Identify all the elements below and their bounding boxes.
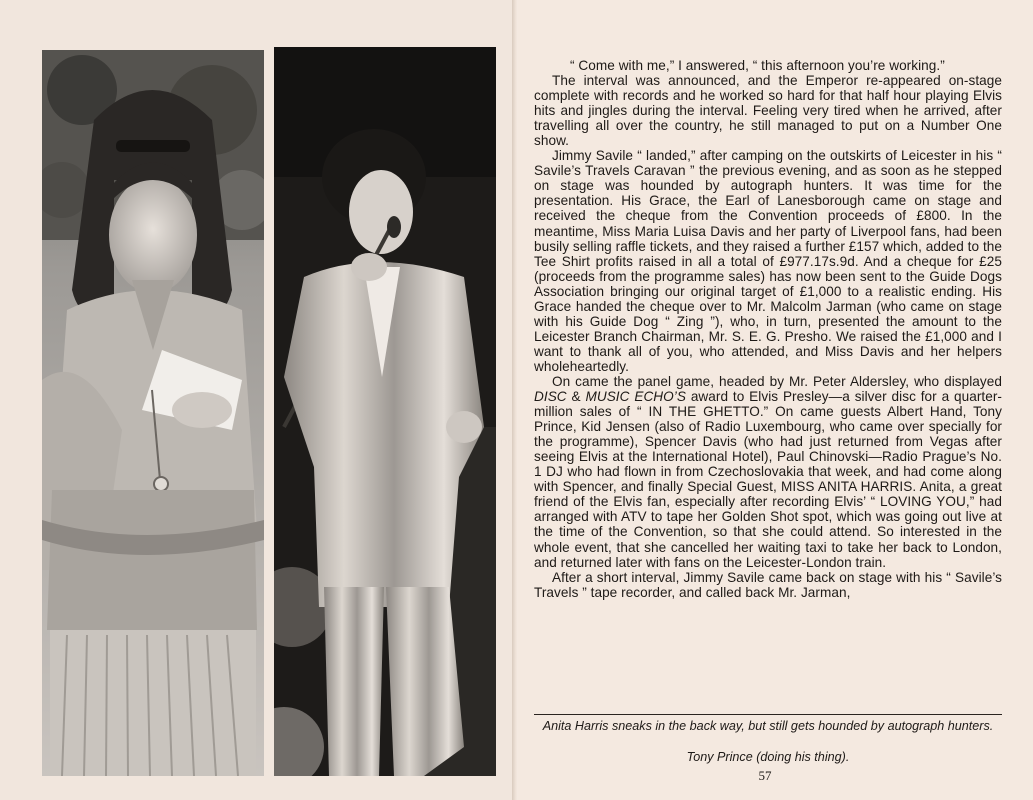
photo-anita-harris-image [42,50,264,776]
disc-title: DISC [534,389,567,405]
photo-tony-prince-image [274,47,496,776]
caption-rule [534,714,1002,715]
paragraph-4-part-2: award to Elvis Presley—a silver disc for a quarter-million sales of “ IN THE GHETTO.” On came guests Albert Hand, Tony Prince, Kid Jensen (also of Radio Luxembourg, who came over specially for the programme), Spencer Davis (who had just returned from Vegas after seeing Elvis at the International Hotel), Paul Chinovski—Radio Prague’s No. 1 DJ who had flown in from Czechoslovakia that week, and had come along with Spencer, and finally Special Guest, MISS ANITA HARRIS. Anita, a great friend of the Elvis fan, especially after recording Elvis’ “ LOVING YOU,” had arranged with ATV to tape her Golden Shot spot, which was going out live at the time of the Convention, so that she could attend. So interested in the whole event, that she cancelled her waiting taxi to take her back to London, and returned later with fans on the Leicester-London train. [534,389,1002,570]
caption-anita-harris: Anita Harris sneaks in the back way, but still gets hounded by autograph hunters. [542,719,994,733]
paragraph-1: “ Come with me,” I answered, “ this afternoon you’re working.” [570,58,945,73]
left-page [0,0,514,800]
ampersand: & [566,389,586,405]
article-text [534,58,1002,600]
caption-tony-prince: Tony Prince (doing his thing). [686,750,850,764]
paragraph-3: Jimmy Savile “ landed,” after camping on the outskirts of Leicester in his “ Savile’s Travels Caravan ” the previous evening, and as soon as he stepped on stage was hounded by autograph hunters. It was time for the presentation. His Grace, the Earl of Lanesborough came on stage and received the cheque from the Convention proceeds of £800. In the meantime, Miss Maria Luisa Davis and her party of Liverpool fans, had been busily selling raffle tickets, and they raised a further £157 which, added to the Tee Shirt profits raised in all a total of £977.17s.9d. And a cheque for £25 (proceeds from the programme sales) has now been sent to the Guide Dogs Association bringing our original target of £1,000 to a realistic ending. His Grace handed the cheque over to Mr. Malcolm Jarman (who came on stage with his Guide Dog “ Zing ”), who, in turn, presented the amount to the Leicester Branch Chairman, Mr. S. E. G. Presho. We raised the £1,000 and I want to thank all of you, who attended, and Miss Davis and her helpers wholeheartedly. [534,148,1002,374]
music-echo-title: MUSIC ECHO’S [585,389,686,405]
paragraph-4 [534,374,1002,570]
paragraph-5: After a short interval, Jimmy Savile came back on stage with his “ Savile’s Travels ” tape recorder, and called back Mr. Jarman, [534,569,1002,600]
page-number: 57 [758,768,772,783]
paragraph-4-part-1: On came the panel game, headed by Mr. Peter Aldersley, who displayed [552,373,1002,389]
paragraph-2: The interval was announced, and the Emperor re-appeared on-stage complete with records and he worked so hard for that half hour playing Elvis hits and jingles during the interval. Feeling very tired when he arrived, after travelling all over the country, he still managed to put on a Number One show. [534,73,1002,149]
photo-anita-harris [42,50,264,776]
photo-tony-prince [274,47,496,776]
